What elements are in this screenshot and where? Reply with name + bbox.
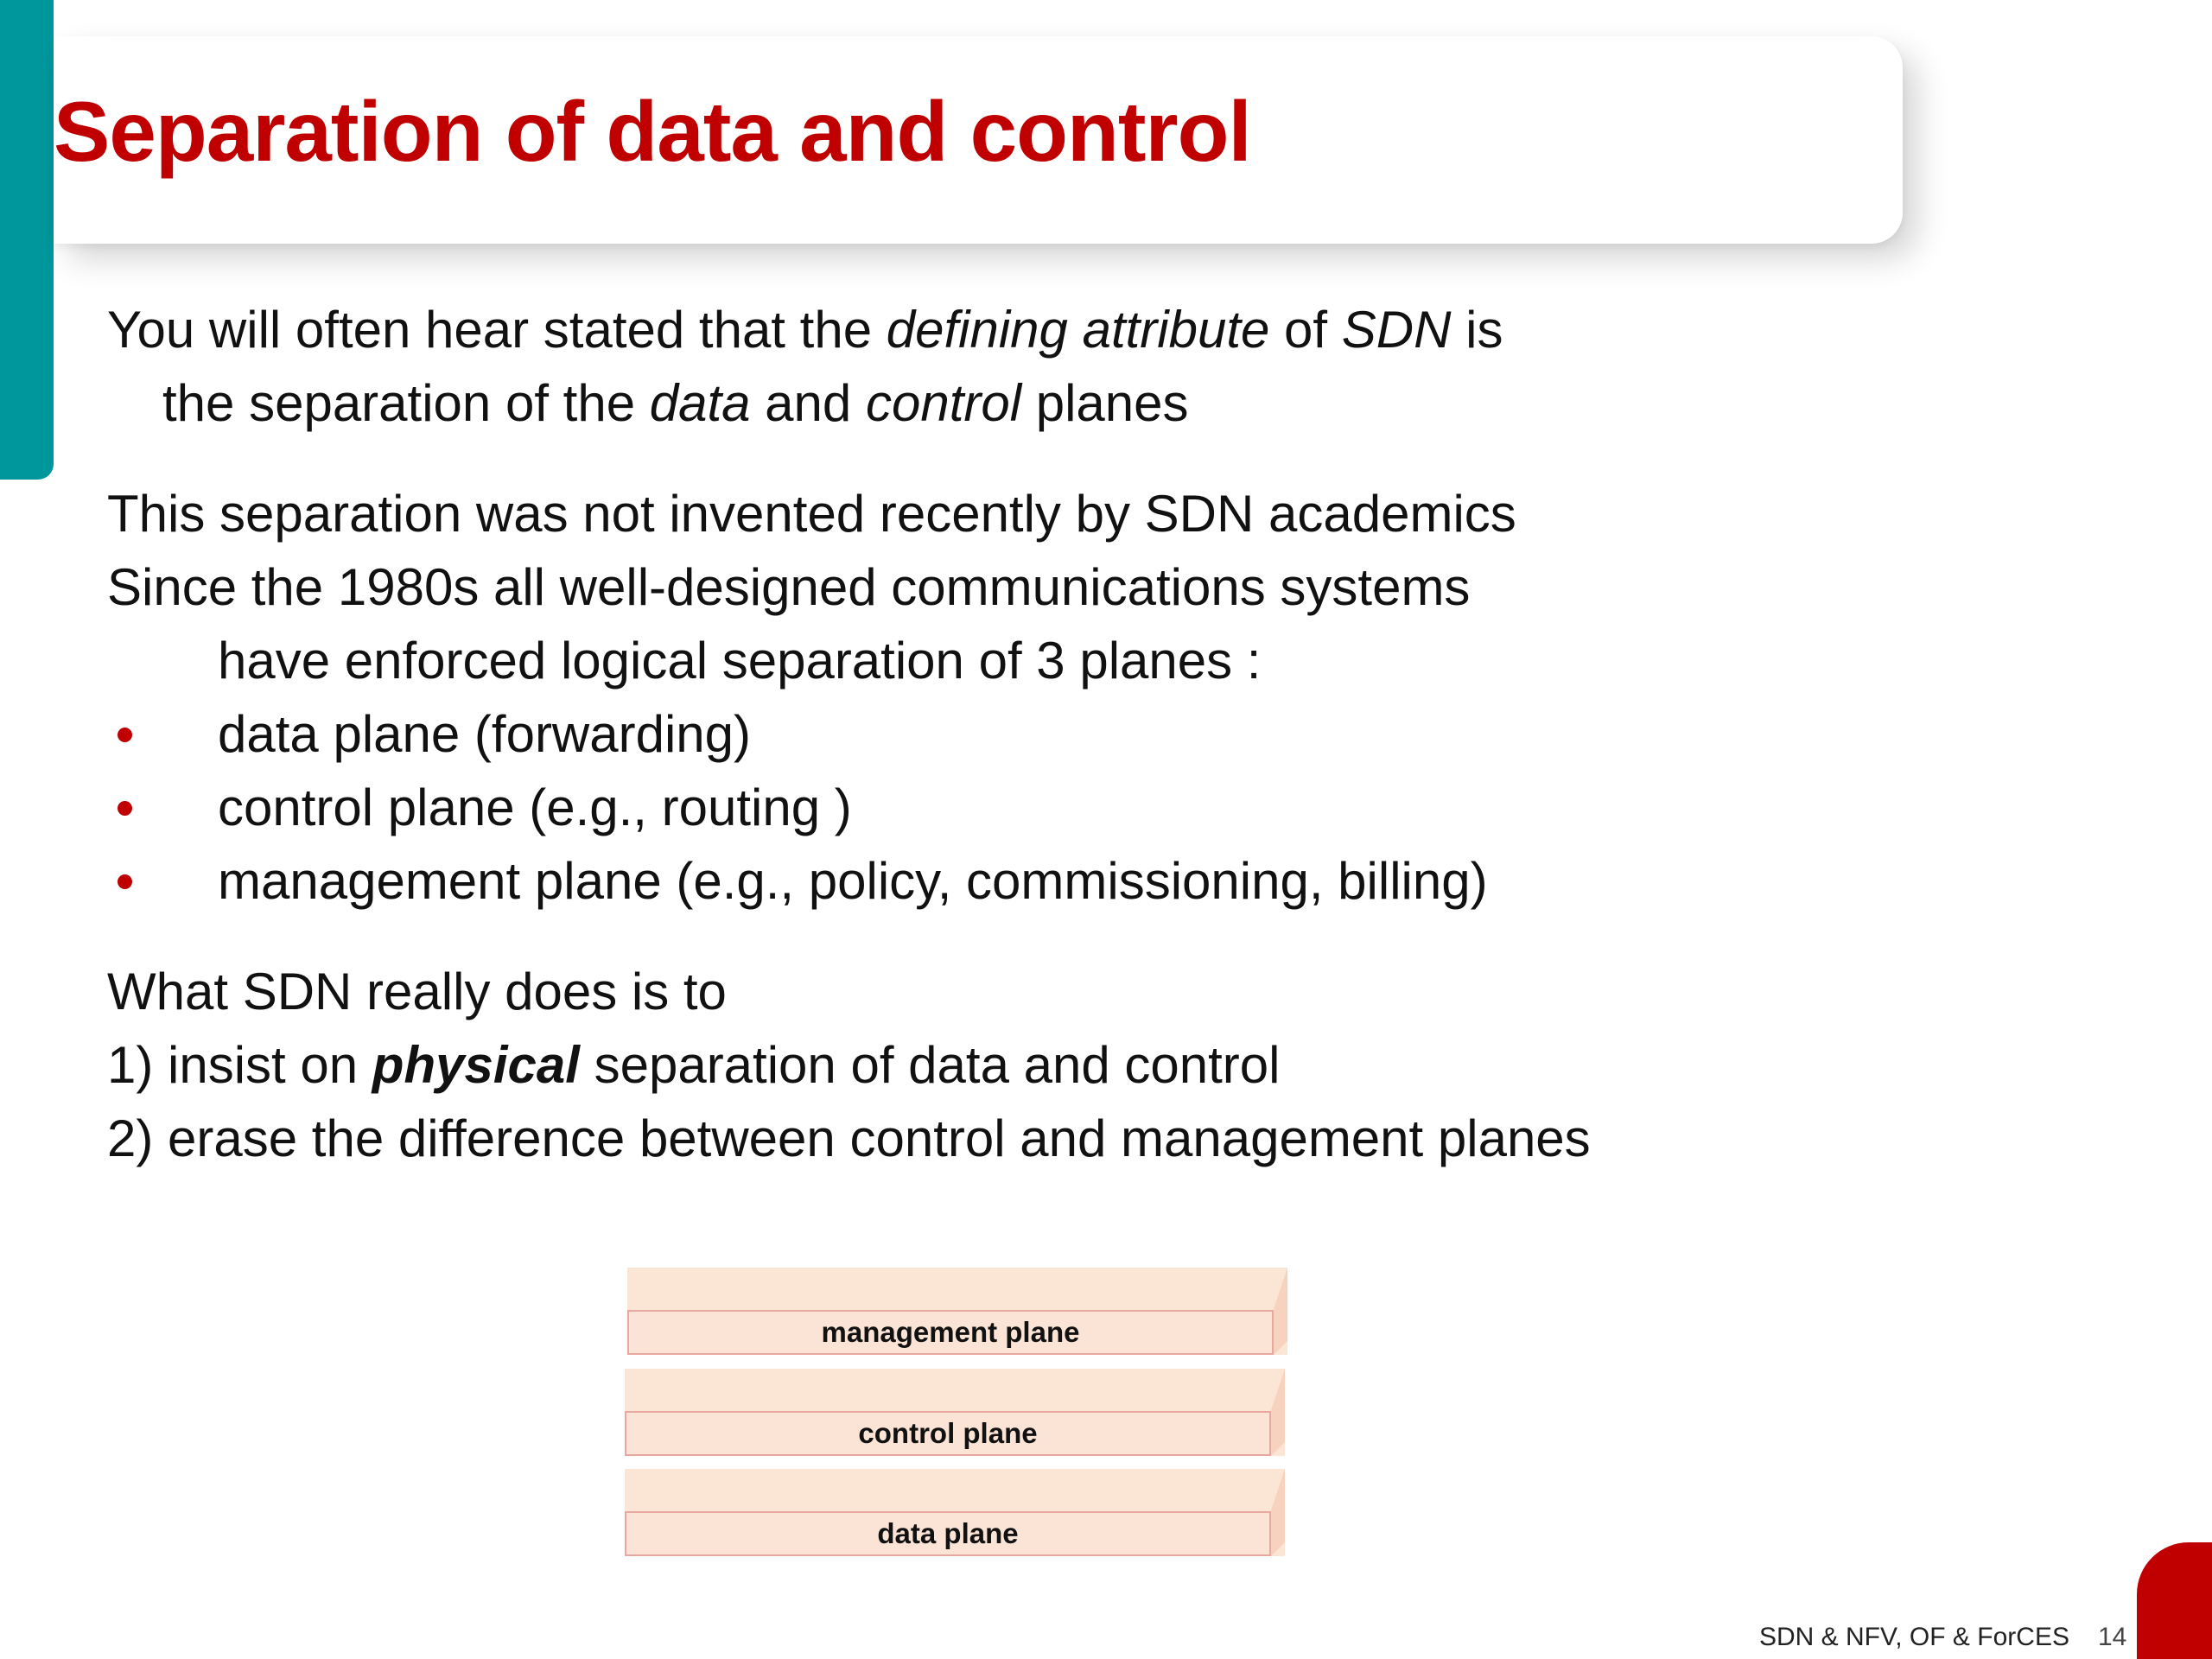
text-segment: You will often hear stated that the <box>107 301 887 359</box>
bullet-item-control-plane: control plane (e.g., routing ) <box>218 779 852 836</box>
paragraph-1-line-1 <box>107 301 1503 359</box>
paragraph-1-line-2 <box>162 374 1189 432</box>
corner-accent <box>2137 1542 2212 1659</box>
bullet-dot <box>118 801 132 816</box>
accent-bar <box>0 0 54 480</box>
text-segment: planes <box>1021 374 1189 432</box>
management-plane-label: management plane <box>627 1310 1274 1355</box>
text-segment: and <box>750 374 866 432</box>
bullet-item-management-plane: management plane (e.g., policy, commissioning, billing) <box>218 852 1488 910</box>
management-plane-layer <box>627 1268 1287 1355</box>
bullet-dot <box>118 874 132 889</box>
control-plane-label: control plane <box>625 1411 1271 1456</box>
slide-title: Separation of data and control <box>54 84 1251 179</box>
text-segment: is <box>1451 301 1503 359</box>
data-plane-layer <box>625 1469 1285 1556</box>
italic-term-defining-attribute: defining attribute <box>886 301 1270 359</box>
paragraph-2-line-1: This separation was not invented recently by SDN academics <box>107 485 1516 543</box>
paragraph-3-line-2 <box>107 1036 1281 1094</box>
data-plane-label: data plane <box>625 1511 1271 1556</box>
footer-text: SDN & NFV, OF & ForCES <box>1759 1623 2069 1651</box>
paragraph-3-line-3: 2) erase the difference between control and management planes <box>107 1109 1591 1167</box>
italic-term-data: data <box>649 374 751 432</box>
control-plane-layer <box>625 1369 1285 1456</box>
text-segment: the separation of the <box>162 374 650 432</box>
paragraph-3-line-1: What SDN really does is to <box>107 963 727 1020</box>
bullet-dot <box>118 728 132 742</box>
paragraph-2-line-2: Since the 1980s all well-designed communications systems <box>107 558 1471 616</box>
paragraph-2-line-3: have enforced logical separation of 3 planes : <box>218 632 1262 690</box>
italic-term-control: control <box>865 374 1022 432</box>
bullet-item-data-plane: data plane (forwarding) <box>218 705 752 763</box>
italic-term-sdn: SDN <box>1341 301 1452 359</box>
text-segment: separation of data and control <box>579 1036 1281 1094</box>
text-segment: of <box>1269 301 1342 359</box>
page-number: 14 <box>2098 1623 2127 1651</box>
text-segment: 1) insist on <box>107 1036 372 1094</box>
bold-italic-term-physical: physical <box>372 1036 580 1094</box>
